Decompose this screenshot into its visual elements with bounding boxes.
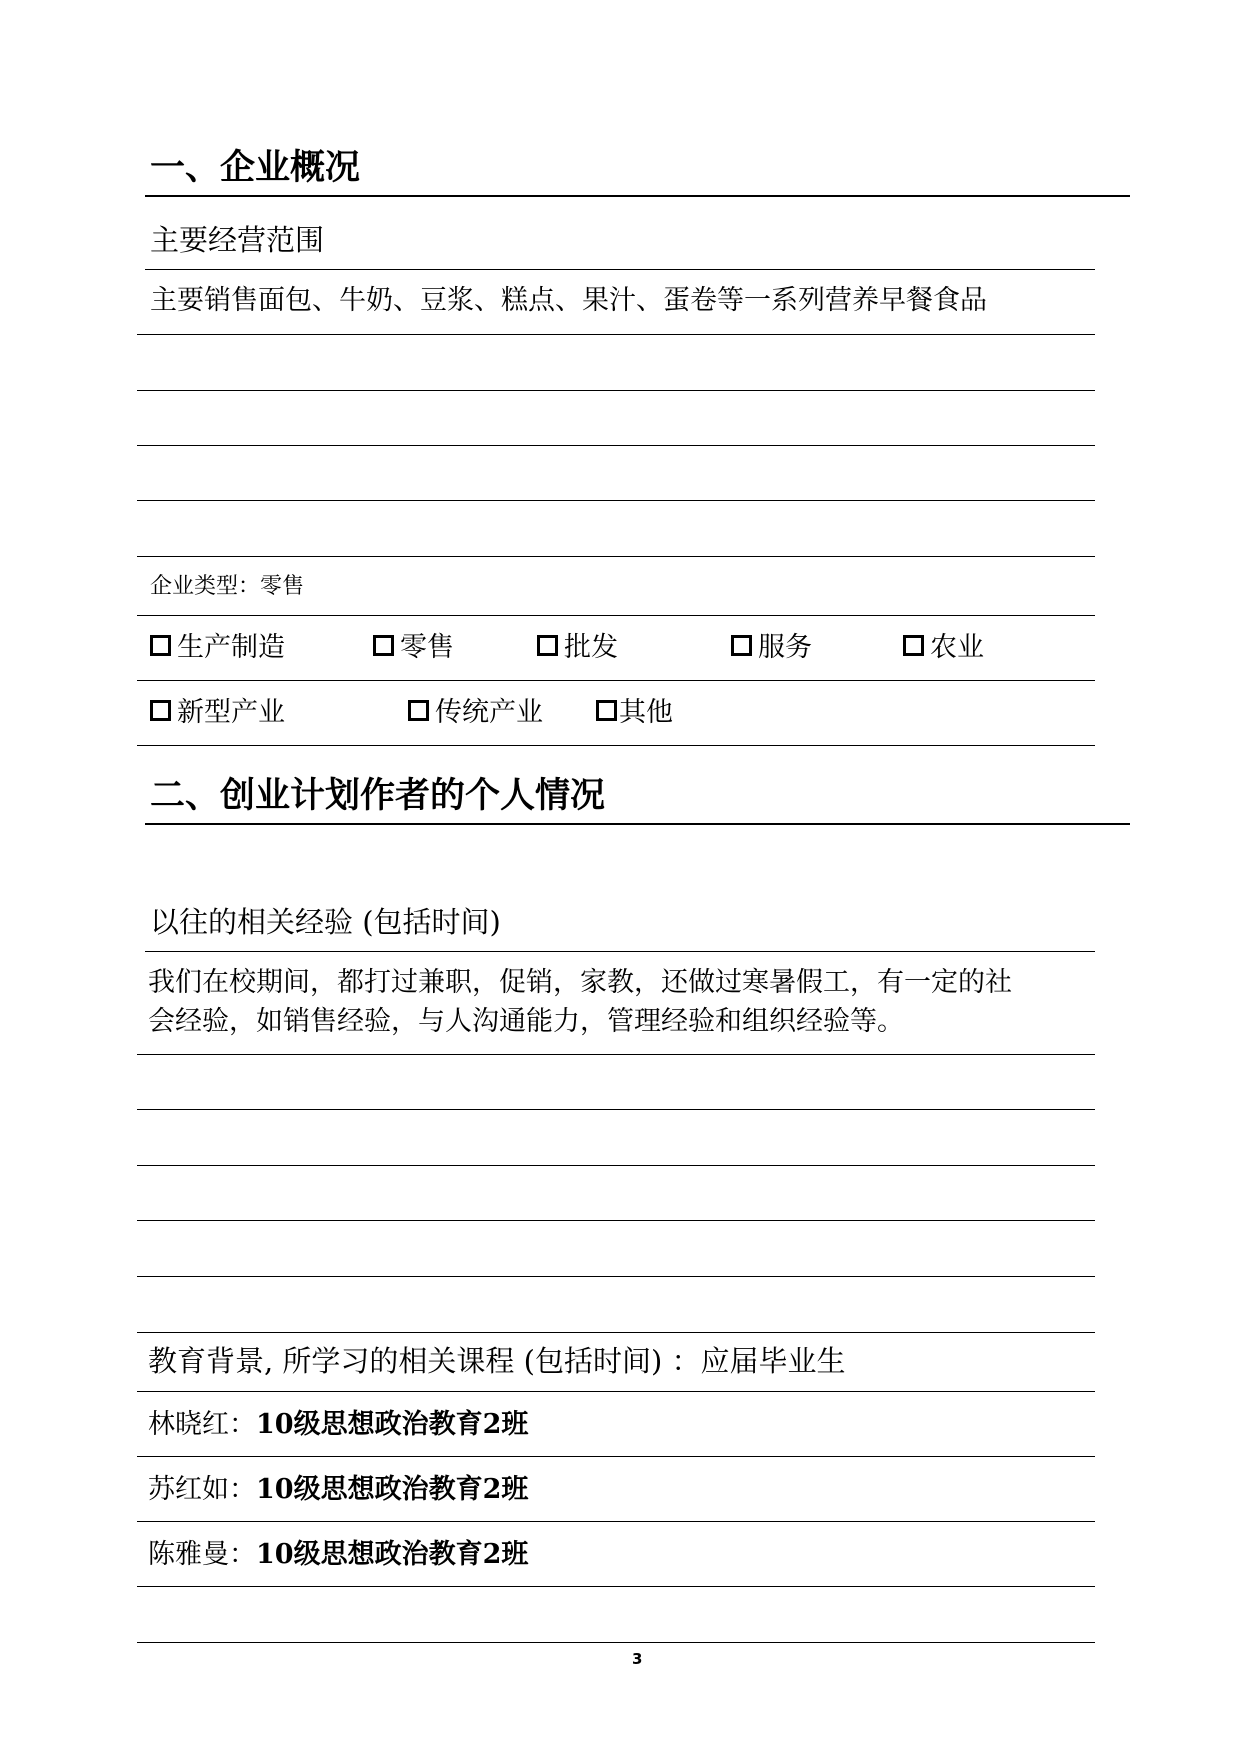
checkbox-icon[interactable] — [373, 635, 394, 656]
divider — [137, 1456, 1095, 1457]
page-number: 3 — [632, 1650, 643, 1668]
blank-line — [137, 556, 1095, 557]
scope-text: 主要销售面包、牛奶、豆浆、糕点、果汁、蛋卷等一系列营养早餐食品 — [150, 285, 987, 316]
option-retail[interactable]: 零售 — [373, 632, 454, 664]
option-other[interactable]: 其他 — [596, 697, 673, 729]
divider — [137, 334, 1095, 335]
member-row: 陈雅曼：10级思想政治教育2班 — [148, 1539, 529, 1570]
footer-line — [137, 1642, 1095, 1643]
option-service[interactable]: 服务 — [731, 632, 812, 664]
option-agriculture[interactable]: 农业 — [903, 632, 984, 664]
divider — [145, 951, 1095, 952]
option-wholesale[interactable]: 批发 — [537, 632, 618, 664]
blank-line — [137, 1165, 1095, 1166]
option-traditional-industry[interactable]: 传统产业 — [408, 697, 543, 729]
checkbox-icon[interactable] — [731, 635, 752, 656]
divider — [137, 745, 1095, 746]
member-row: 苏红如：10级思想政治教育2班 — [148, 1474, 529, 1505]
education-heading: 教育背景, 所学习的相关课程 (包括时间) ：应届毕业生 — [148, 1344, 846, 1378]
blank-line — [137, 500, 1095, 501]
checkbox-icon[interactable] — [596, 700, 617, 721]
blank-line — [137, 1109, 1095, 1110]
divider — [137, 1054, 1095, 1055]
checkbox-icon[interactable] — [408, 700, 429, 721]
divider — [137, 1586, 1095, 1587]
checkbox-icon[interactable] — [150, 635, 171, 656]
divider — [137, 615, 1095, 616]
option-new-industry[interactable]: 新型产业 — [150, 697, 285, 729]
divider — [145, 269, 1095, 270]
divider — [145, 195, 1130, 197]
checkbox-icon[interactable] — [903, 635, 924, 656]
blank-line — [137, 1276, 1095, 1277]
divider — [137, 1391, 1095, 1392]
experience-heading: 以往的相关经验 (包括时间) — [150, 905, 501, 939]
section2-title: 二、创业计划作者的个人情况 — [150, 775, 606, 816]
enterprise-type-label: 企业类型：零售 — [150, 574, 305, 599]
blank-line — [137, 1220, 1095, 1221]
divider — [137, 1332, 1095, 1333]
divider — [137, 680, 1095, 681]
experience-text-line2: 会经验，如销售经验，与人沟通能力，管理经验和组织经验等。 — [148, 1006, 904, 1037]
divider — [137, 1521, 1095, 1522]
option-manufacturing[interactable]: 生产制造 — [150, 632, 285, 664]
divider — [145, 823, 1130, 825]
checkbox-icon[interactable] — [150, 700, 171, 721]
blank-line — [137, 445, 1095, 446]
section1-title: 一、企业概况 — [150, 147, 361, 188]
checkbox-icon[interactable] — [537, 635, 558, 656]
blank-line — [137, 390, 1095, 391]
scope-heading: 主要经营范围 — [150, 223, 325, 257]
member-row: 林晓红：10级思想政治教育2班 — [148, 1409, 529, 1440]
experience-text-line1: 我们在校期间，都打过兼职，促销，家教，还做过寒暑假工，有一定的社 — [148, 967, 1012, 998]
